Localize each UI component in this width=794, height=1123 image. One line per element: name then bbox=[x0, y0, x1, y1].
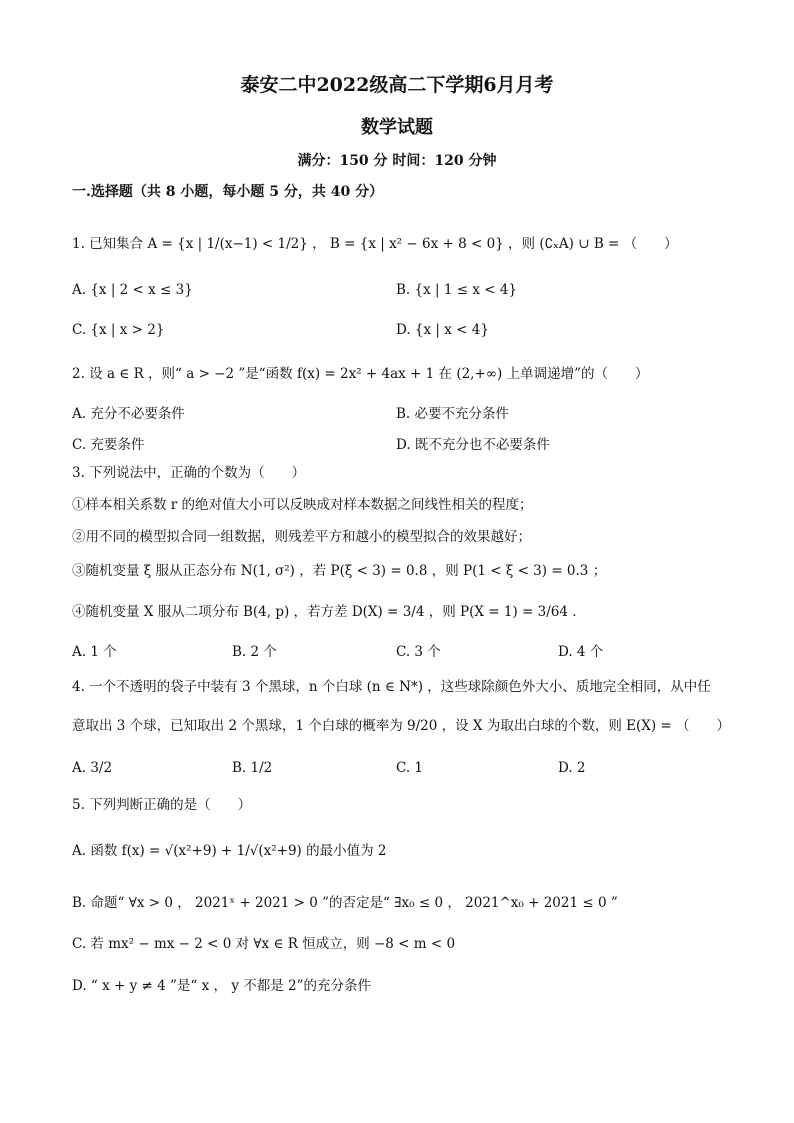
q1-stem: 1. 已知集合 A = {x | 1/(x−1) < 1/2} ， B = {x | x² − 6x + 8 < 0} ，则 (∁ₓA) ∪ B = （ ） bbox=[72, 236, 678, 252]
q5-option-c: C. 若 mx² − mx − 2 < 0 对 ∀x ∈ R 恒成立，则 −8 < m < 0 bbox=[72, 936, 456, 952]
q3-statement-4: ④随机变量 X 服从二项分布 B(4, p) ，若方差 D(X) = 3/4 ，则 P(X = 1) = 3/64 . bbox=[72, 604, 577, 620]
q3-statement-3: ③随机变量 ξ 服从正态分布 N(1, σ²) ，若 P(ξ < 3) = 0.8 ，则 P(1 < ξ < 3) = 0.3 ； bbox=[72, 563, 607, 579]
q2-stem: 2. 设 a ∈ R ，则“ a > −2 ”是“函数 f(x) = 2x² + 4ax + 1 在 (2,+∞) 上单调递增”的（ ） bbox=[72, 366, 649, 382]
q4-option-c: C. 1 bbox=[396, 760, 424, 776]
exam-meta: 满分：150 分 时间：120 分钟 bbox=[297, 153, 497, 169]
q5-stem: 5. 下列判断正确的是（ ） bbox=[72, 797, 252, 813]
q5-option-d: D. “ x + y ≠ 4 ”是“ x ， y 不都是 2”的充分条件 bbox=[72, 978, 372, 994]
q3-option-b: B. 2 个 bbox=[232, 644, 277, 660]
q2-option-c: C. 充要条件 bbox=[72, 437, 145, 453]
q1-option-b: B. {x | 1 ≤ x < 4} bbox=[396, 282, 518, 298]
q5-option-a: A. 函数 f(x) = √(x²+9) + 1/√(x²+9) 的最小值为 2 bbox=[72, 843, 387, 859]
q3-statement-2: ②用不同的模型拟合同一组数据，则残差平方和越小的模型拟合的效果越好； bbox=[72, 529, 531, 545]
q4-option-a: A. 3/2 bbox=[72, 760, 113, 776]
q1-option-a: A. {x | 2 < x ≤ 3} bbox=[72, 282, 193, 298]
q3-option-c: C. 3 个 bbox=[396, 644, 441, 660]
q2-option-d: D. 既不充分也不必要条件 bbox=[396, 437, 550, 453]
q2-option-a: A. 充分不必要条件 bbox=[72, 406, 185, 422]
q3-option-a: A. 1 个 bbox=[72, 644, 117, 660]
q3-stem: 3. 下列说法中，正确的个数为（ ） bbox=[72, 465, 306, 481]
q4-stem-line2: 意取出 3 个球，已知取出 2 个黑球，1 个白球的概率为 9/20 ，设 X 为取出白球的个数，则 E(X) = （ ） bbox=[72, 718, 730, 734]
exam-title: 泰安二中2022级高二下学期6月月考 bbox=[240, 74, 554, 96]
q3-option-d: D. 4 个 bbox=[558, 644, 604, 660]
q1-option-c: C. {x | x > 2} bbox=[72, 322, 165, 338]
q4-option-d: D. 2 bbox=[558, 760, 586, 776]
section-heading: 一.选择题（共 8 小题，每小题 5 分，共 40 分） bbox=[72, 184, 384, 200]
exam-subtitle: 数学试题 bbox=[361, 117, 433, 138]
q4-option-b: B. 1/2 bbox=[232, 760, 273, 776]
q3-statement-1: ①样本相关系数 r 的绝对值大小可以反映成对样本数据之间线性相关的程度； bbox=[72, 497, 533, 513]
q2-option-b: B. 必要不充分条件 bbox=[396, 406, 510, 422]
q5-option-b: B. 命题“ ∀x > 0 ， 2021ˣ + 2021 > 0 ”的否定是“ ∃x₀ ≤ 0 ， 2021^x₀ + 2021 ≤ 0 ” bbox=[72, 895, 618, 911]
q1-option-d: D. {x | x < 4} bbox=[396, 322, 489, 338]
q4-stem-line1: 4. 一个不透明的袋子中装有 3 个黑球，n 个白球 (n ∈ N*) ，这些球除颜色外大小、质地完全相同，从中任 bbox=[72, 679, 711, 695]
